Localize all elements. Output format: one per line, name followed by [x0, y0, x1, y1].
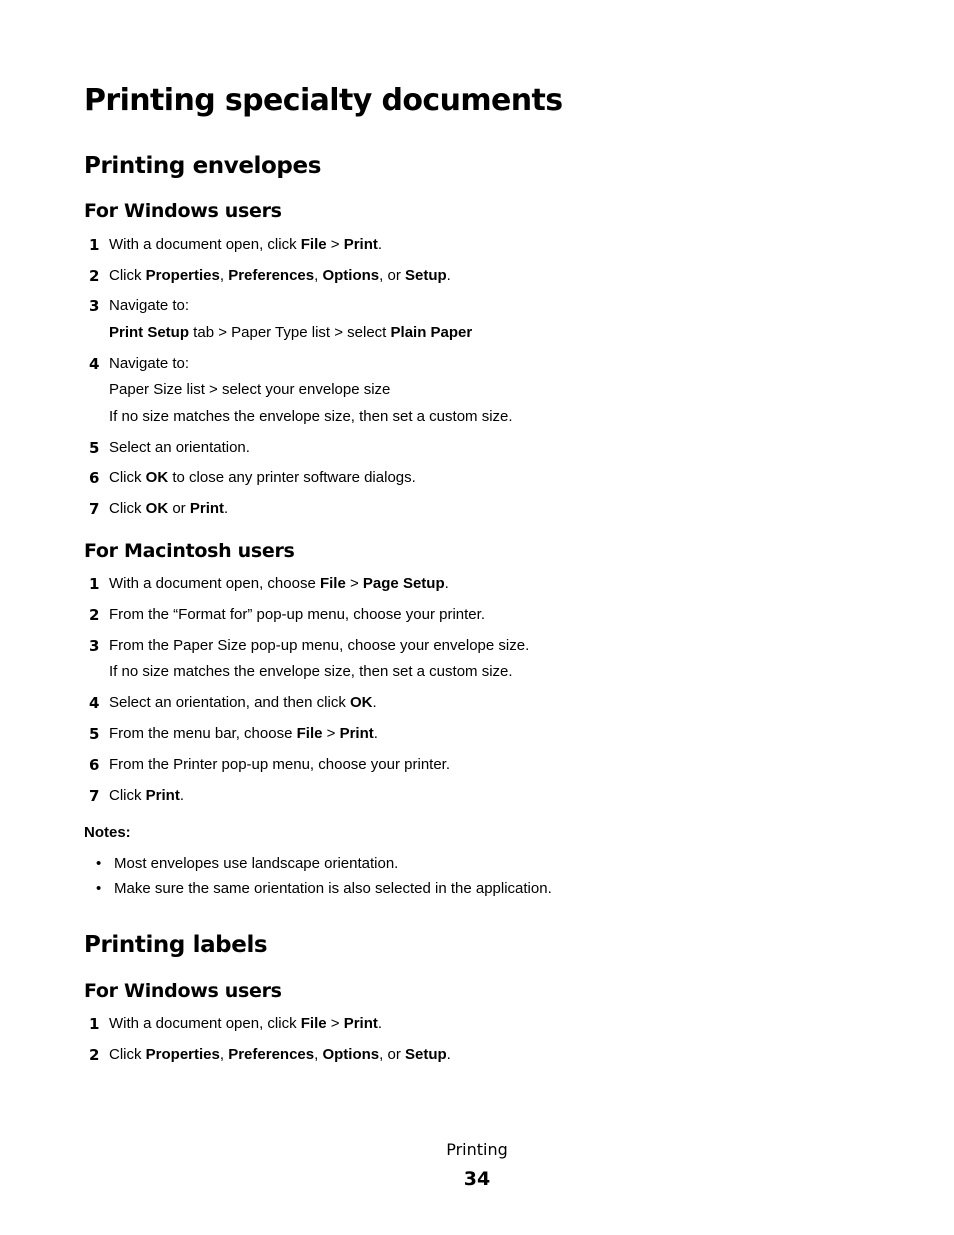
step-text: Click OK or Print.: [109, 500, 229, 517]
step-text: Click OK to close any printer software dialogs.: [109, 469, 416, 486]
step-number: 1: [89, 1015, 100, 1033]
step-text: Click Properties, Preferences, Options, or Setup.: [109, 267, 451, 284]
list-item: [84, 1013, 884, 1035]
step-number: 2: [89, 267, 100, 285]
list-item: [84, 573, 884, 595]
list-item: [84, 1044, 884, 1066]
note-text: Make sure the same orientation is also selected in the application.: [114, 880, 552, 897]
list-item: [84, 635, 884, 657]
list-item: [84, 265, 884, 287]
step-number: 6: [89, 756, 100, 774]
list-item: [84, 785, 884, 807]
step-text: Select an orientation, and then click OK.: [109, 694, 377, 711]
step-number: 7: [89, 500, 100, 518]
notes-label: Notes:: [84, 824, 131, 841]
step-number: 2: [89, 606, 100, 624]
step-number: 4: [89, 694, 100, 712]
page-number: 34: [463, 1168, 491, 1190]
step-number: 3: [89, 297, 100, 315]
step-detail: If no size matches the envelope size, then set a custom size.: [109, 663, 513, 680]
step-text: From the Paper Size pop-up menu, choose your envelope size.: [109, 637, 530, 654]
list-item: [84, 604, 884, 626]
step-number: 7: [89, 787, 100, 805]
step-number: 3: [89, 637, 100, 655]
step-text: With a document open, click File > Print.: [109, 236, 383, 253]
step-number: 6: [89, 469, 100, 487]
step-number: 5: [89, 439, 100, 457]
footer-section-name: Printing: [446, 1140, 508, 1159]
page-title: Printing specialty documents: [84, 83, 563, 118]
step-detail: Print Setup tab > Paper Type list > select Plain Paper: [109, 324, 473, 341]
subsection-heading-windows-envelopes: For Windows users: [84, 200, 282, 222]
step-text: From the Printer pop-up menu, choose your printer.: [109, 756, 451, 773]
step-number: 5: [89, 725, 100, 743]
note-text: Most envelopes use landscape orientation.: [114, 855, 399, 872]
step-text: From the menu bar, choose File > Print.: [109, 725, 378, 742]
step-text: Click Print.: [109, 787, 185, 804]
step-number: 1: [89, 575, 100, 593]
step-detail: Paper Size list > select your envelope size: [109, 381, 391, 398]
list-item: [84, 437, 884, 459]
step-text: Click Properties, Preferences, Options, or Setup.: [109, 1046, 451, 1063]
section-heading-labels: Printing labels: [84, 932, 268, 958]
step-text: With a document open, choose File > Page Setup.: [109, 575, 449, 592]
step-text: Navigate to:: [109, 355, 190, 372]
subsection-heading-mac-envelopes: For Macintosh users: [84, 540, 295, 562]
list-item: [84, 754, 884, 776]
list-item: [84, 723, 884, 745]
subsection-heading-windows-labels: For Windows users: [84, 980, 282, 1002]
step-number: 1: [89, 236, 100, 254]
step-number: 4: [89, 355, 100, 373]
list-item: [84, 467, 884, 489]
list-item: [84, 498, 884, 520]
list-item: [84, 295, 884, 317]
step-text: Navigate to:: [109, 297, 190, 314]
bullet-icon: •: [96, 880, 102, 897]
bullet-icon: •: [96, 855, 102, 872]
step-number: 2: [89, 1046, 100, 1064]
step-text: Select an orientation.: [109, 439, 250, 456]
step-detail: If no size matches the envelope size, then set a custom size.: [109, 408, 513, 425]
list-item: [84, 234, 884, 256]
list-item: [84, 692, 884, 714]
step-text: From the “Format for” pop-up menu, choose your printer.: [109, 606, 485, 623]
step-text: With a document open, click File > Print.: [109, 1015, 383, 1032]
section-heading-envelopes: Printing envelopes: [84, 153, 321, 179]
list-item: [84, 353, 884, 375]
